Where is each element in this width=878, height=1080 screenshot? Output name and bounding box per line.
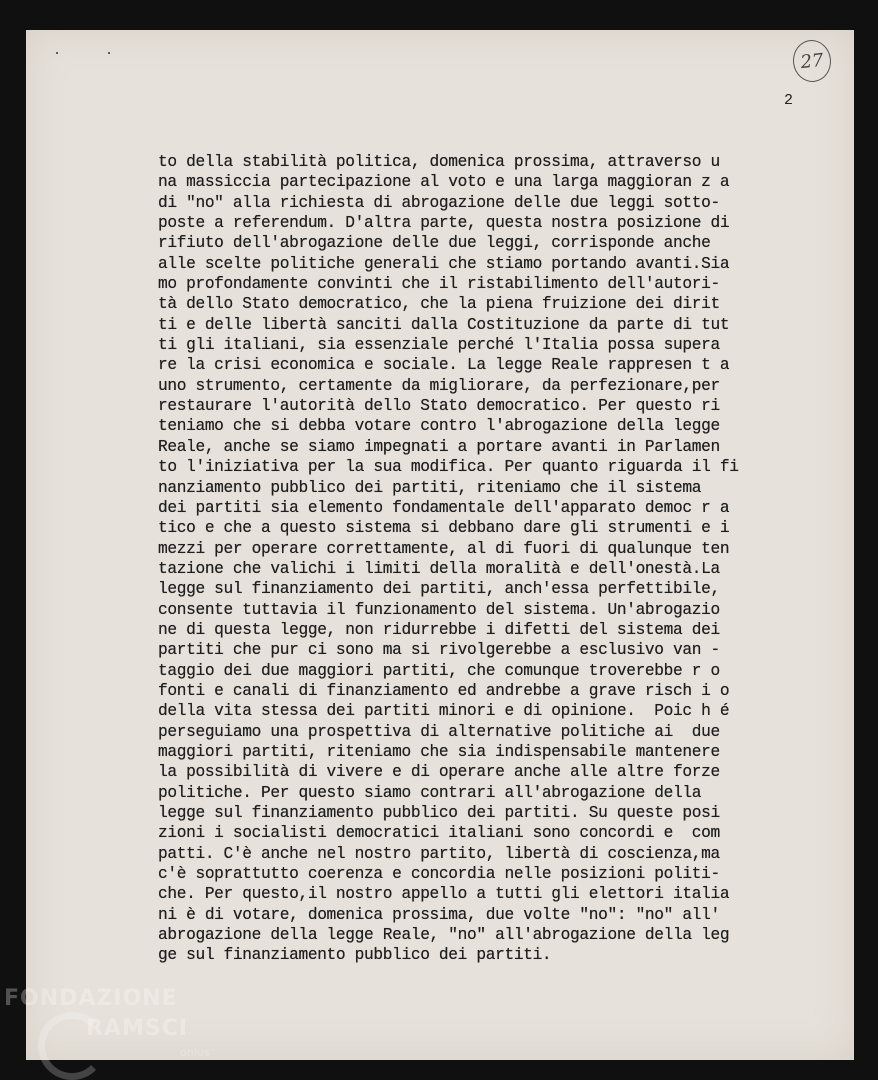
- text-line: teniamo che si debba votare contro l'abrogazione della legge: [158, 417, 720, 436]
- document-page: [26, 30, 854, 1060]
- text-line: che. Per questo,il nostro appello a tutti gli elettori italia: [158, 885, 730, 904]
- text-line: re la crisi economica e sociale. La legge Reale rappresen t a: [158, 356, 730, 375]
- text-line: na massiccia partecipazione al voto e una larga maggioran z a: [158, 173, 730, 192]
- watermark-line-2: RAMSCI: [86, 1016, 189, 1041]
- page-number: 2: [784, 92, 794, 109]
- text-line: della vita stessa dei partiti minori e di opinione. Poic h é: [158, 702, 730, 721]
- text-line: Reale, anche se siamo impegnati a portare avanti in Parlamen: [158, 437, 720, 456]
- text-line: ne di questa legge, non ridurrebbe i difetti del sistema dei: [158, 620, 720, 639]
- text-line: alle scelte politiche generali che stiamo portando avanti.Sia: [158, 254, 730, 273]
- text-line: di "no" alla richiesta di abrogazione delle due leggi sotto-: [158, 193, 720, 212]
- text-line: la possibilità di vivere e di operare anche alle altre forze: [158, 763, 720, 782]
- text-line: tà dello Stato democratico, che la piena fruizione dei dirit: [158, 295, 720, 314]
- text-line: partiti che pur ci sono ma si rivolgerebbe a esclusivo van -: [158, 641, 720, 660]
- handwritten-folio-number: 27: [791, 38, 833, 84]
- typewritten-text-body: [158, 152, 798, 966]
- text-line: poste a referendum. D'altra parte, questa nostra posizione di: [158, 214, 730, 233]
- ink-dot: [56, 52, 58, 54]
- text-line: nanziamento pubblico dei partiti, riteniamo che il sistema: [158, 478, 702, 497]
- text-line: rifiuto dell'abrogazione delle due leggi, corrisponde anche: [158, 234, 711, 253]
- text-line: fonti e canali di finanziamento ed andrebbe a grave risch i o: [158, 681, 730, 700]
- text-line: consente tuttavia il funzionamento del sistema. Un'abrogazio: [158, 600, 720, 619]
- text-line: politiche. Per questo siamo contrari all'abrogazione della: [158, 783, 702, 802]
- text-line: zioni i socialisti democratici italiani sono concordi e com: [158, 824, 720, 843]
- text-line: legge sul finanziamento pubblico dei partiti. Su queste posi: [158, 804, 720, 822]
- text-line: c'è soprattutto coerenza e concordia nelle posizioni politi-: [158, 865, 720, 884]
- watermark-line-3: onlus: [180, 1046, 210, 1059]
- text-line: to della stabilità politica, domenica prossima, attraverso u: [158, 153, 720, 171]
- text-line: patti. C'è anche nel nostro partito, libertà di coscienza,ma: [158, 844, 720, 863]
- text-line: uno strumento, certamente da migliorare, da perfezionare,per: [158, 376, 720, 395]
- ink-dot: [108, 52, 110, 54]
- text-line: mezzi per operare correttamente, al di fuori di qualunque ten: [158, 539, 730, 558]
- text-line: legge sul finanziamento dei partiti, anch'essa perfettibile,: [158, 580, 720, 599]
- text-line: ge sul finanziamento pubblico dei partiti.: [158, 946, 552, 965]
- watermark-line-1: FONDAZIONE: [4, 986, 178, 1011]
- text-line: dei partiti sia elemento fondamentale dell'apparato democ r a: [158, 498, 730, 517]
- text-line: ti e delle libertà sanciti dalla Costituzione da parte di tut: [158, 315, 730, 334]
- text-line: maggiori partiti, riteniamo che sia indispensabile mantenere: [158, 742, 720, 761]
- text-line: tazione che valichi i limiti della moralità e dell'onestà.La: [158, 559, 720, 578]
- text-line: to l'iniziativa per la sua modifica. Per quanto riguarda il fi: [158, 458, 739, 477]
- text-line: taggio dei due maggiori partiti, che comunque troverebbe r o: [158, 661, 720, 680]
- text-line: ti gli italiani, sia essenziale perché l'Italia possa supera: [158, 336, 720, 355]
- text-line: abrogazione della legge Reale, "no" all'abrogazione della leg: [158, 926, 730, 945]
- text-line: ni è di votare, domenica prossima, due volte "no": "no" all': [158, 905, 720, 924]
- text-line: restaurare l'autorità dello Stato democratico. Per questo ri: [158, 397, 720, 416]
- text-line: perseguiamo una prospettiva di alternative politiche ai due: [158, 722, 720, 741]
- text-line: mo profondamente convinti che il ristabilimento dell'autori-: [158, 275, 720, 294]
- text-line: tico e che a questo sistema si debbano dare gli strumenti e i: [158, 519, 730, 538]
